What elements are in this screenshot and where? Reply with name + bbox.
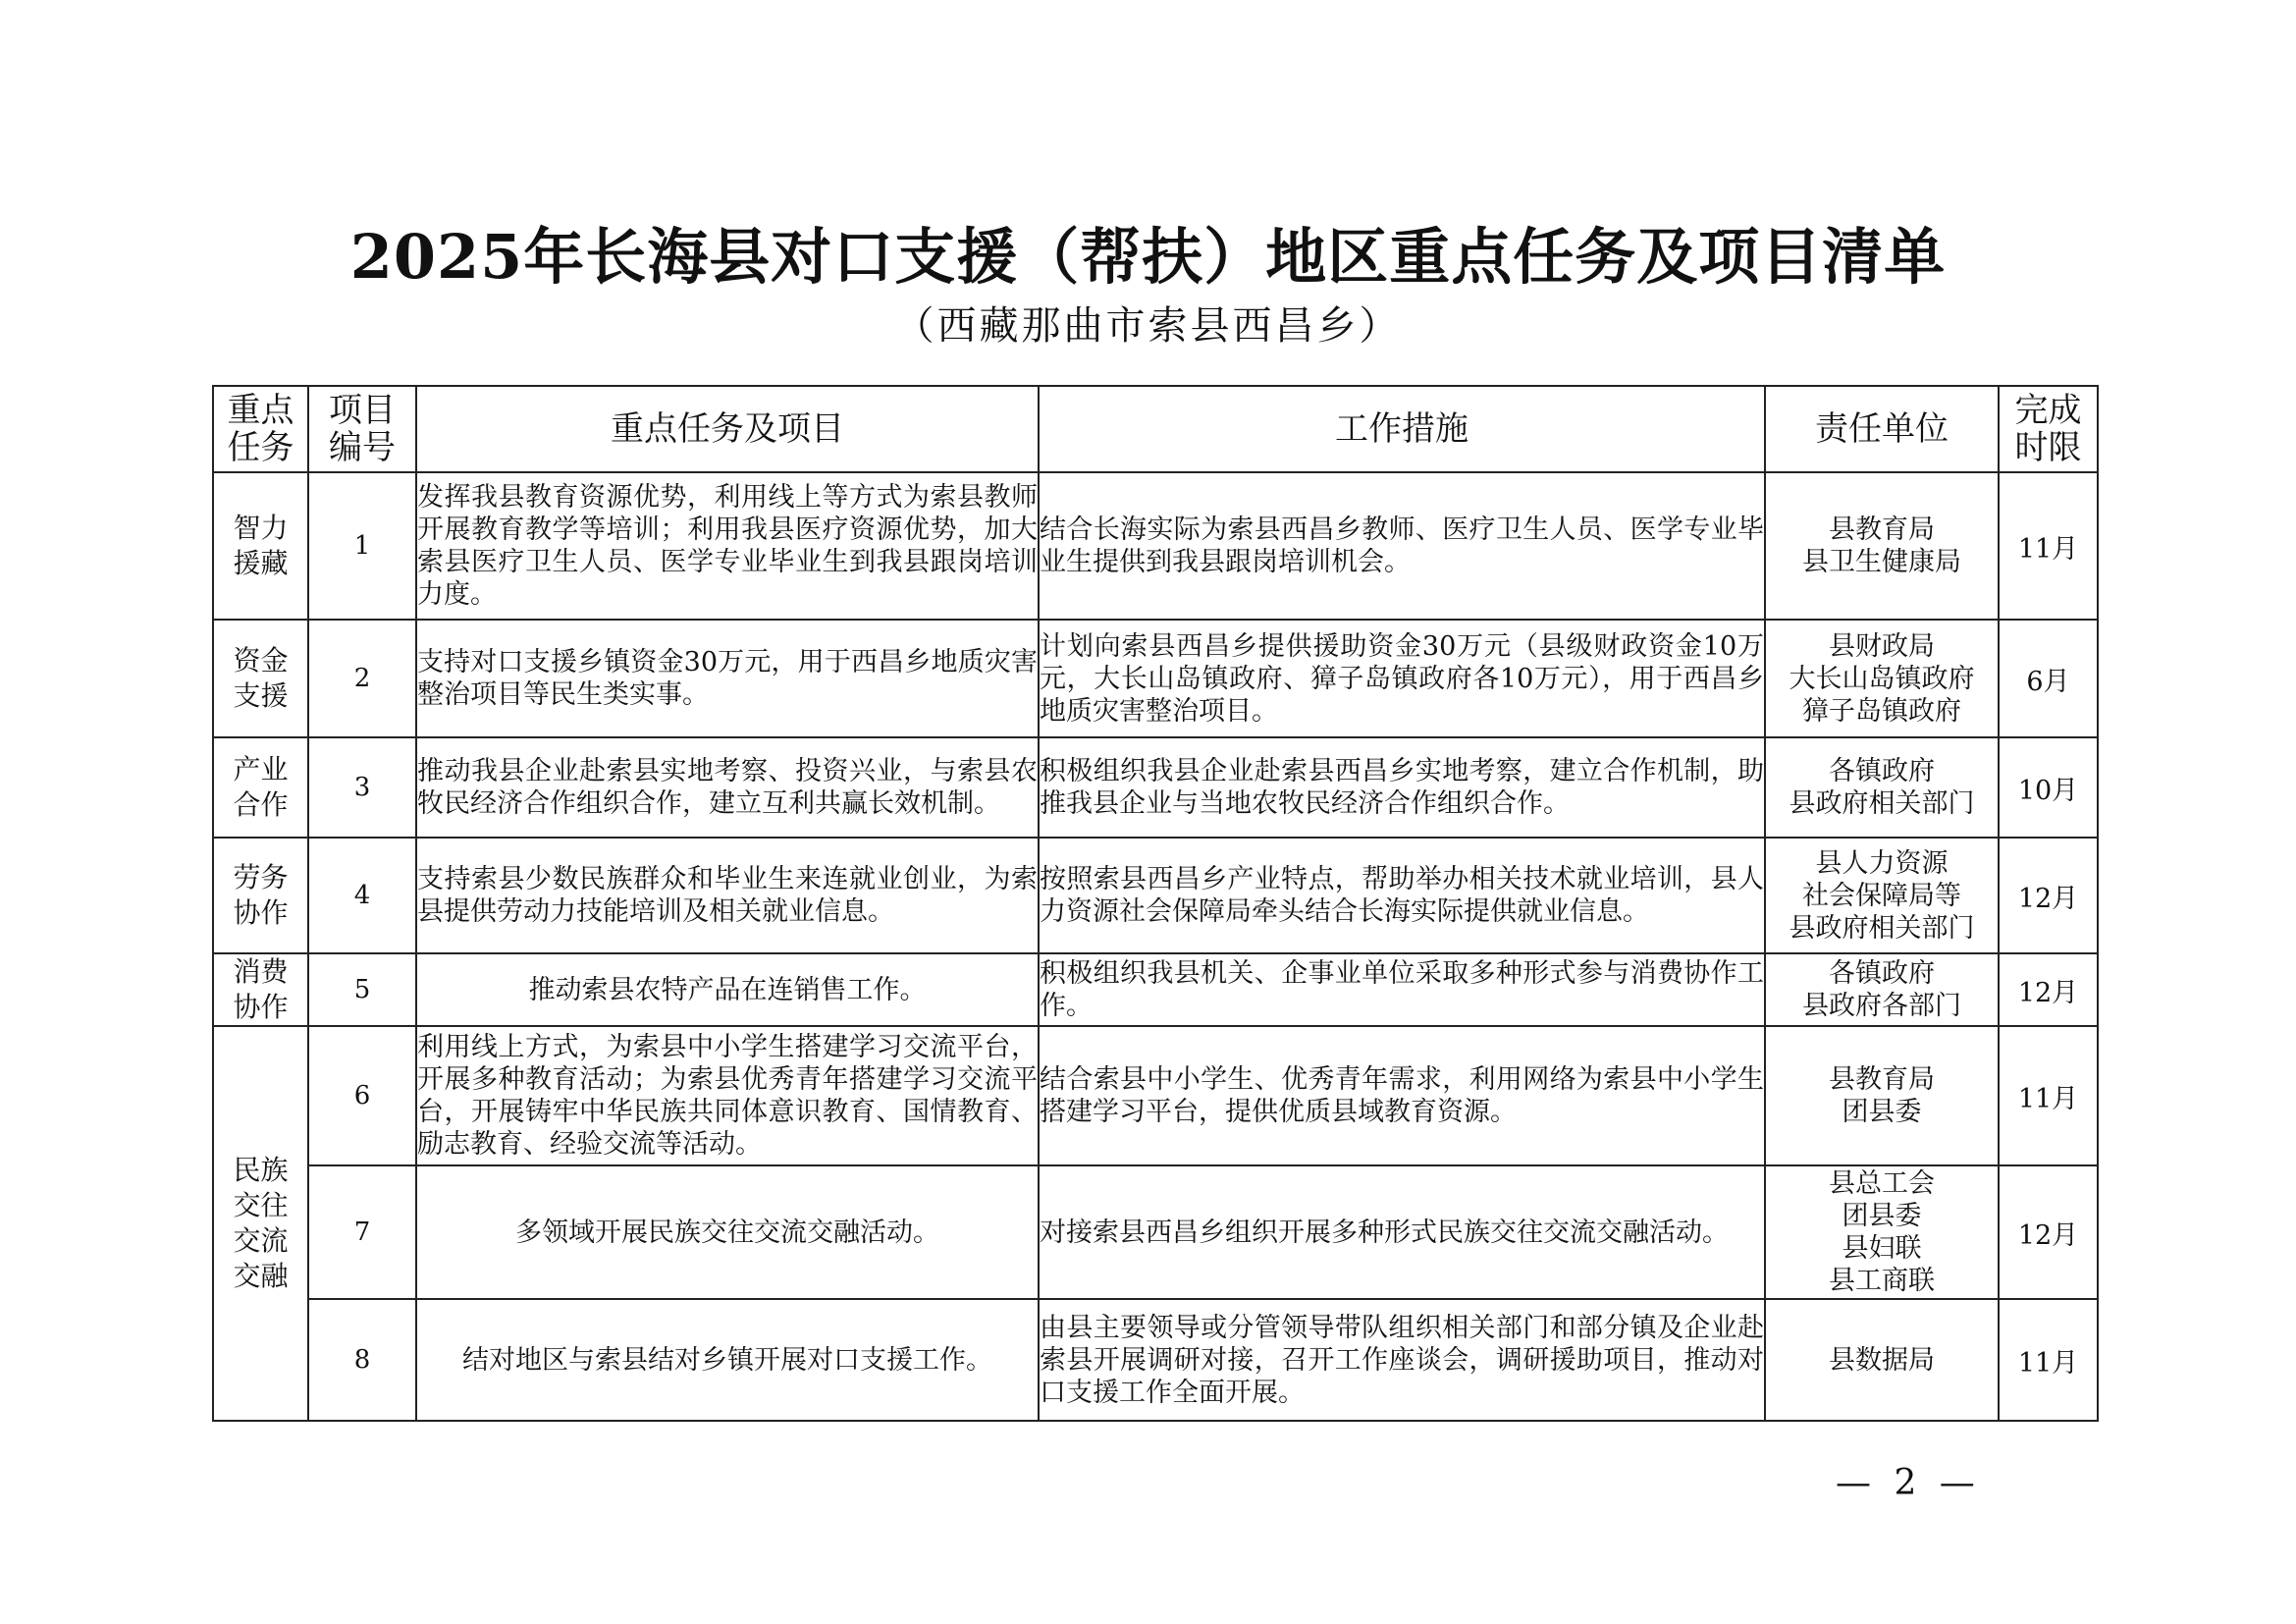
responsible-cell [1765,1026,1999,1165]
deadline-cell: 6月 [1999,620,2098,737]
task-category-cell [213,838,308,953]
task-category-text: 智力援藏 [233,512,289,579]
item-no-cell: 4 [308,838,416,953]
task-item-cell: 发挥我县教育资源优势，利用线上等方式为索县教师开展教育教学等培训；利用我县医疗资源优势，加大索县医疗卫生人员、医学专业毕业生到我县跟岗培训力度。 [416,472,1039,620]
deadline-cell: 10月 [1999,737,2098,838]
responsible-unit: 县教育局 [1829,514,1935,545]
item-no-cell: 8 [308,1299,416,1421]
task-item-cell: 支持索县少数民族群众和毕业生来连就业创业，为索县提供劳动力技能培训及相关就业信息。 [416,838,1039,953]
task-item-cell: 支持对口支援乡镇资金30万元，用于西昌乡地质灾害整治项目等民生类实事。 [416,620,1039,737]
responsible-unit: 县人力资源 [1815,847,1949,879]
responsible-unit: 团县委 [1842,1097,1922,1127]
header-task-category-line1: 重点 [227,391,294,430]
table-row [213,953,2098,1026]
task-item-cell: 推动索县农特产品在连销售工作。 [416,953,1039,1026]
task-category-text: 产业合作 [233,753,289,821]
item-no-cell: 7 [308,1165,416,1299]
task-category-text: 劳务协作 [233,861,289,929]
responsible-cell [1765,953,1999,1026]
deadline-cell: 11月 [1999,1299,2098,1421]
measures-cell: 按照索县西昌乡产业特点，帮助举办相关技术就业培训，县人力资源社会保障局牵头结合长海实际提供就业信息。 [1039,838,1765,953]
task-item-cell: 多领域开展民族交往交流交融活动。 [416,1165,1039,1299]
responsible-unit: 大长山岛镇政府 [1789,663,1975,694]
responsible-unit: 各镇政府 [1829,756,1935,786]
task-item-cell: 推动我县企业赴索县实地考察、投资兴业，与索县农牧民经济合作组织合作，建立互利共赢长效机制。 [416,737,1039,838]
task-category-text: 民族交往交流交融 [233,1154,289,1292]
header-item-no-line1: 项目 [329,391,396,430]
table-row [213,1026,2098,1165]
deadline-cell: 11月 [1999,472,2098,620]
responsible-cell [1765,1165,1999,1299]
task-category-cell [213,953,308,1026]
document-title: 2025年长海县对口支援（帮扶）地区重点任务及项目清单 [349,221,1947,293]
item-no-cell: 5 [308,953,416,1026]
responsible-unit: 獐子岛镇政府 [1802,695,1961,727]
responsible-cell [1765,737,1999,838]
header-deadline-line1: 完成 [2014,391,2082,430]
responsible-cell [1765,838,1999,953]
header-item-no-line2: 编号 [329,428,396,467]
item-no-cell: 2 [308,620,416,737]
header-task-category-line2: 任务 [227,428,294,467]
item-no-cell: 1 [308,472,416,620]
task-category-cell [213,737,308,838]
table-row [213,472,2098,620]
task-item-cell: 结对地区与索县结对乡镇开展对口支援工作。 [416,1299,1039,1421]
responsible-unit: 县妇联 [1842,1233,1922,1264]
header-deadline-line2: 时限 [2014,428,2082,467]
deadline-cell: 11月 [1999,1026,2098,1165]
deadline-cell: 12月 [1999,953,2098,1026]
task-table [212,385,2099,1422]
measures-cell: 结合长海实际为索县西昌乡教师、医疗卫生人员、医学专业毕业生提供到我县跟岗培训机会。 [1039,472,1765,620]
responsible-unit: 各镇政府 [1829,958,1935,989]
responsible-unit: 县卫生健康局 [1802,547,1961,577]
table-row [213,1165,2098,1299]
responsible-unit: 县总工会 [1829,1168,1935,1199]
table-row [213,1299,2098,1421]
measures-cell: 积极组织我县机关、企事业单位采取多种形式参与消费协作工作。 [1039,953,1765,1026]
task-category-text: 消费协作 [233,955,289,1023]
header-task-category [213,386,308,472]
measures-cell: 由县主要领导或分管领导带队组织相关部门和部分镇及企业赴索县开展调研对接，召开工作座谈会，调研援助项目，推动对口支援工作全面开展。 [1039,1299,1765,1421]
item-no-cell: 3 [308,737,416,838]
measures-cell: 对接索县西昌乡组织开展多种形式民族交往交流交融活动。 [1039,1165,1765,1299]
task-item-cell: 利用线上方式，为索县中小学生搭建学习交流平台，开展多种教育活动；为索县优秀青年搭建学习交流平台，开展铸牢中华民族共同体意识教育、国情教育、励志教育、经验交流等活动。 [416,1026,1039,1165]
page-number: — 2 — [1836,1463,1981,1503]
header-deadline [1999,386,2098,472]
responsible-unit: 团县委 [1842,1201,1922,1231]
header-measures: 工作措施 [1039,386,1765,472]
header-task-item: 重点任务及项目 [416,386,1039,472]
task-category-cell [213,620,308,737]
deadline-cell: 12月 [1999,838,2098,953]
item-no-cell: 6 [308,1026,416,1165]
measures-cell: 计划向索县西昌乡提供援助资金30万元（县级财政资金10万元，大长山岛镇政府、獐子岛镇政府各10万元），用于西昌乡地质灾害整治项目。 [1039,620,1765,737]
table-row [213,737,2098,838]
measures-cell: 结合索县中小学生、优秀青年需求，利用网络为索县中小学生搭建学习平台，提供优质县域教育资源。 [1039,1026,1765,1165]
responsible-unit: 县政府相关部门 [1789,788,1975,819]
responsible-unit: 县教育局 [1829,1064,1935,1095]
responsible-unit: 县政府相关部门 [1789,912,1975,944]
table-row [213,838,2098,953]
responsible-unit: 社会保障局等 [1802,880,1961,911]
responsible-unit: 县财政局 [1829,630,1935,662]
responsible-unit: 县工商联 [1829,1266,1935,1296]
task-category-cell [213,1026,308,1421]
document-subtitle: （西藏那曲市索县西昌乡） [894,303,1402,349]
responsible-cell [1765,1299,1999,1421]
responsible-unit: 县数据局 [1829,1344,1935,1376]
responsible-unit: 县政府各部门 [1802,991,1961,1021]
table-row [213,620,2098,737]
header-responsible: 责任单位 [1765,386,1999,472]
deadline-cell: 12月 [1999,1165,2098,1299]
responsible-cell [1765,472,1999,620]
header-item-no [308,386,416,472]
task-category-text: 资金支援 [233,644,289,712]
task-category-cell [213,472,308,620]
measures-cell: 积极组织我县企业赴索县西昌乡实地考察，建立合作机制，助推我县企业与当地农牧民经济合作组织合作。 [1039,737,1765,838]
responsible-cell [1765,620,1999,737]
table-header-row [213,386,2098,472]
